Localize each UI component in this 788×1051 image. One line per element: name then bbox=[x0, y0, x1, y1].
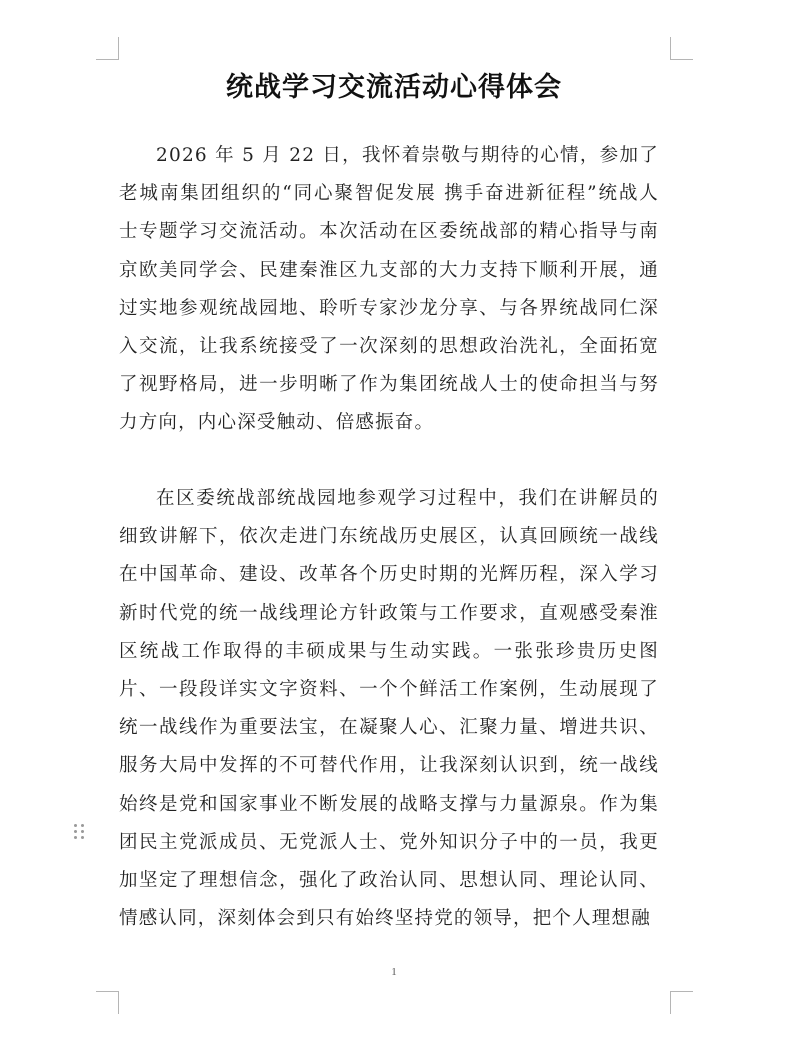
crop-mark-top-right bbox=[670, 37, 693, 60]
paragraph-2[interactable]: 在区委统战部统战园地参观学习过程中，我们在讲解员的细致讲解下，依次走进门东统战历史展区，认真回顾统一战线在中国革命、建设、改革各个历史时期的光辉历程，深入学习新时代党的统一战线理论方针政策与工作要求，直观感受秦淮区统战工作取得的丰硕成果与生动实践。一张张珍贵历史图片、一段段详实文字资料、一个个鲜活工作案例，生动展现了统一战线作为重要法宝，在凝聚人心、汇聚力量、增进共识、服务大局中发挥的不可替代作用，让我深刻认识到，统一战线始终是党和国家事业不断发展的战略支撑与力量源泉。作为集团民主党派成员、无党派人士、党外知识分子中的一员，我更加坚定了理想信念，强化了政治认同、思想认同、理论认同、情感认同，深刻体会到只有始终坚持党的领导，把个人理想融 bbox=[119, 488, 659, 930]
paragraph-drag-handle-icon[interactable] bbox=[74, 824, 86, 842]
crop-mark-bottom-right bbox=[670, 991, 693, 1014]
crop-mark-top-left bbox=[96, 37, 119, 60]
document-title[interactable]: 统战学习交流活动心得体会 bbox=[226, 72, 562, 103]
page-number: 1 bbox=[391, 966, 397, 978]
paragraph-1[interactable]: 2026 年 5 月 22 日，我怀着崇敬与期待的心情，参加了老城南集团组织的“同心聚智促发展 携手奋进新征程”统战人士专题学习交流活动。本次活动在区委统战部的精心指导与南京欧美同学会、民建秦淮区九支部的大力支持下顺利开展，通过实地参观统战园地、聆听专家沙龙分享、与各界统战同仁深入交流，让我系统接受了一次深刻的思想政治洗礼，全面拓宽了视野格局，进一步明晰了作为集团统战人士的使命担当与努力方向，内心深受触动、倍感振奋。 bbox=[119, 145, 659, 434]
crop-mark-bottom-left bbox=[96, 991, 119, 1014]
